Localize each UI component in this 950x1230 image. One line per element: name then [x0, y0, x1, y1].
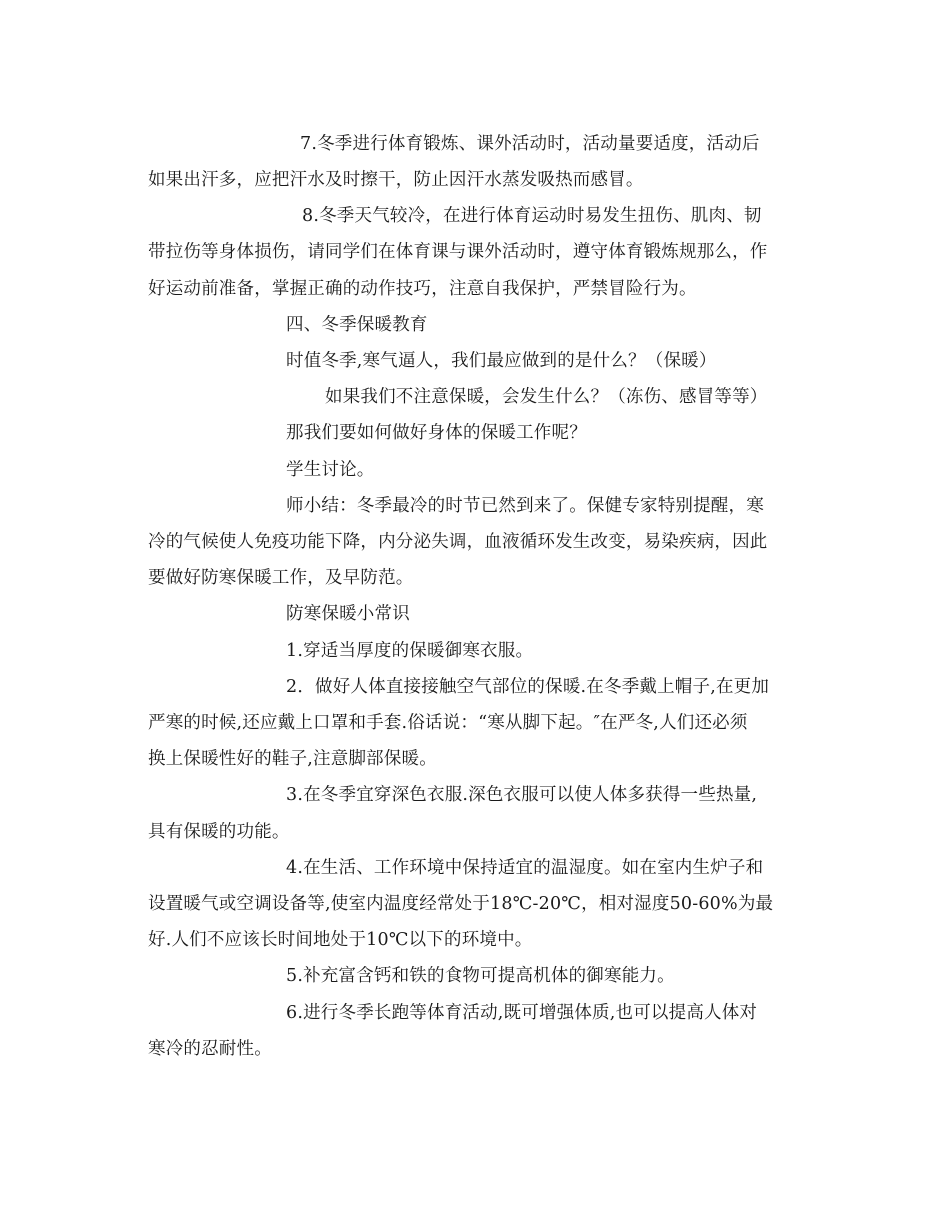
text-line: 4.在生活、工作环境中保持适宜的温湿度。如在室内生炉子和 — [286, 858, 764, 878]
text-line: 如果我们不注意保暖，会发生什么？（冻伤、感冒等等） — [325, 387, 768, 407]
text-line: 好.人们不应该长时间地处于10℃以下的环境中。 — [148, 930, 533, 950]
text-line: 2．做好人体直接接触空气部位的保暖.在冬季戴上帽子,在更加 — [286, 677, 770, 697]
text-line: 师小结：冬季最冷的时节已然到来了。保健专家特别提醒，寒 — [286, 496, 764, 516]
text-line: 要做好防寒保暖工作，及早防范。 — [148, 568, 414, 588]
text-line: 严寒的时候,还应戴上口罩和手套.俗话说：“寒从脚下起。″在严冬,人们还必须 — [148, 713, 748, 733]
text-line: 那我们要如何做好身体的保暖工作呢？ — [286, 423, 587, 443]
text-line: 学生讨论。 — [286, 460, 375, 480]
text-line: 7.冬季进行体育锻炼、课外活动时，活动量要适度，活动后 — [300, 134, 760, 154]
section-heading: 四、冬季保暖教育 — [286, 315, 428, 335]
text-line: 5.补充富含钙和铁的食物可提高机体的御寒能力。 — [286, 966, 675, 986]
subsection-heading: 防寒保暖小常识 — [286, 604, 410, 624]
text-line: 带拉伤等身体损伤，请同学们在体育课与课外活动时，遵守体育锻炼规那么，作 — [148, 242, 768, 262]
text-line: 具有保暖的功能。 — [148, 822, 290, 842]
text-line: 1.穿适当厚度的保暖御寒衣服。 — [286, 641, 534, 661]
text-line: 3.在冬季宜穿深色衣服.深色衣服可以使人体多获得一些热量, — [286, 785, 758, 805]
text-line: 冷的气候使人免疫功能下降，内分泌失调，血液循环发生改变，易染疾病，因此 — [148, 532, 768, 552]
text-line: 设置暖气或空调设备等,使室内温度经常处于18℃-20℃，相对湿度50-60%为最 — [148, 894, 774, 914]
text-line: 寒冷的忍耐性。 — [148, 1039, 272, 1059]
text-line: 6.进行冬季长跑等体育活动,既可增强体质,也可以提高人体对 — [286, 1003, 758, 1023]
text-line: 换上保暖性好的鞋子,注意脚部保暖。 — [148, 749, 437, 769]
text-line: 如果出汗多，应把汗水及时擦干，防止因汗水蒸发吸热而感冒。 — [148, 170, 644, 190]
text-line: 时值冬季,寒气逼人，我们最应做到的是什么？（保暖） — [286, 351, 717, 371]
text-line: 好运动前准备，掌握正确的动作技巧，注意自我保护，严禁冒险行为。 — [148, 279, 697, 299]
text-line: 8.冬季天气较冷，在进行体育运动时易发生扭伤、肌肉、韧 — [302, 206, 762, 226]
